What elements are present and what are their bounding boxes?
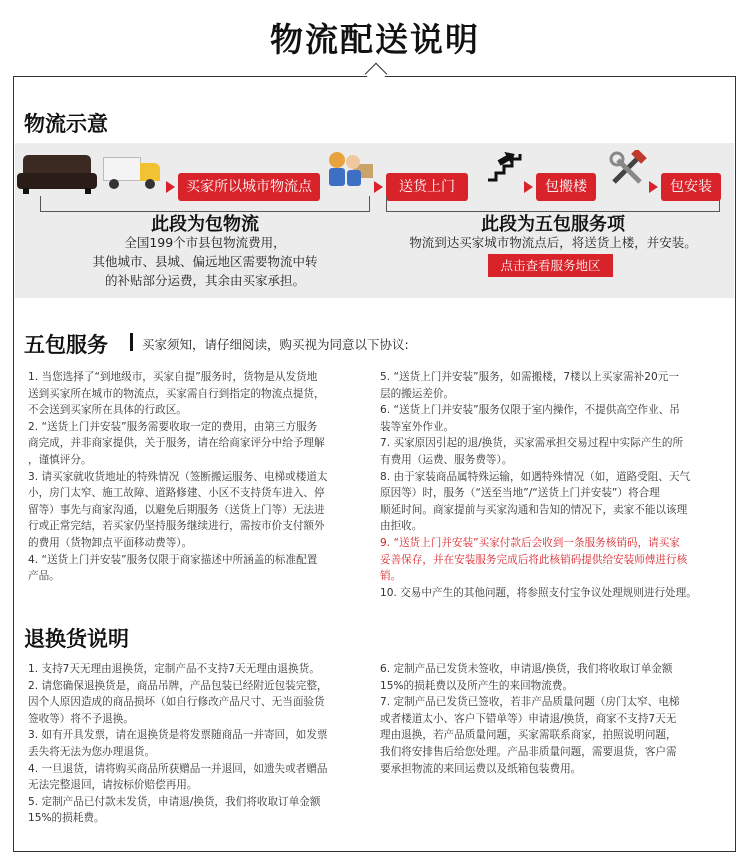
arrow-icon [524, 181, 533, 193]
returns-title: 退换货说明 [24, 627, 129, 651]
right-description: 物流到达买家城市物流点后，将送货上楼，并安装。 [409, 235, 697, 250]
list-line: 不会送到买家所在具体的行政区。 [28, 404, 187, 417]
returns-left-list [28, 661, 368, 827]
list-line: 1. 当您选择了“到地级市，买家自提”服务时，货物是从发货地 [28, 371, 318, 383]
five-service-right-list [380, 369, 725, 601]
list-line: 小，房门太窄、施工故障、道路修建、小区不支持货车进入、停 [28, 487, 325, 500]
list-line: 4. “送货上门并安装”服务仅限于商家描述中所涵盖的标准配置 [28, 553, 318, 566]
list-line: 5. “送货上门并安装”服务，如需搬楼，7楼以上买家需补20元一 [380, 371, 679, 383]
list-line: 原因等）时，服务（“送至当地”/“送货上门并安装”）将合理 [380, 487, 660, 500]
list-line: 层的搬运差价。 [380, 387, 455, 400]
list-line: 因个人原因造成的商品损坏（如自行修改产品尺寸、无当面验货 [28, 696, 325, 709]
returns-right-list [380, 661, 725, 777]
list-line: 2. 请您确保退换货是，商品吊牌，产品包装已经附近包装完整， [28, 679, 328, 692]
left-description: 全国199个市县包物流费用， 其他城市、县城、偏远地区需要物流中转 的补贴部分运费，其余由买家承担。 [92, 235, 318, 288]
list-line: 我们将安排售后给您处理。产品非质量问题，需要退货，客户需 [380, 745, 677, 758]
list-line: 8. 由于家装商品属特殊运输，如遇特殊情况（如，道路受阻、天气 [380, 470, 691, 483]
step-city-point: 买家所以城市物流点 [178, 173, 320, 201]
arrow-icon [374, 181, 383, 193]
list-line: 10. 交易中产生的其他问题，将参照支付宝争议处理规则进行处理。 [380, 586, 697, 599]
logistics-title: 物流示意 [24, 112, 108, 136]
five-service-subtitle: 买家须知，请仔细阅读，购买视为同意以下协议: [142, 337, 409, 352]
list-line: 行或正常完结，若买家仍坚持服务继续进行，需按市价支付额外 [28, 520, 325, 533]
list-line: 6. 定制产品已发货未签收，申请退/换货，我们将收取订单金额 [380, 663, 673, 675]
list-line: 9. “送货上门并安装”买家付款后会收到一条服务核销码，请买家 [380, 536, 680, 549]
list-line: 由拒收。 [380, 520, 423, 533]
step-install: 包安装 [661, 173, 721, 201]
list-line: 3. 如有开具发票，请在退换货是将发票随商品一并寄回，如发票 [28, 729, 328, 742]
list-line: 丢失将无法为您办理退货。 [28, 745, 156, 758]
right-heading: 此段为五包服务项 [481, 214, 625, 235]
list-line: 销。 [380, 570, 402, 583]
list-line: 商完成，并非商家提供，关于服务，请在给商家评分中给予理解 [28, 437, 325, 450]
list-line: 7. 买家原因引起的退/换货，买家需承担交易过程中实际产生的所 [380, 437, 684, 450]
list-line: 5. 定制产品已付款未发货，申请退/换货，我们将收取订单金额 [28, 795, 321, 808]
step-door-delivery: 送货上门 [386, 173, 468, 201]
page-title: 物流配送说明 [270, 20, 480, 59]
list-line: 要承担物流的来回运费以及纸箱包装费用。 [380, 762, 582, 775]
list-line: 留等）事先与商家沟通，以避免后期服务（送货上门等）无法进 [28, 503, 325, 516]
truck-icon [103, 157, 161, 191]
list-line: 妥善保存，并在安装服务完成后将此核销码提供给安装师傅进行核 [380, 553, 688, 566]
list-line: 6. “送货上门并安装”服务仅限于室内操作，不提供高空作业、吊 [380, 404, 680, 417]
five-service-left-list [28, 369, 368, 585]
list-line: 理由退换，若产品质量问题，买家需联系商家，拍照说明问题， [380, 729, 677, 742]
list-line: 或者楼道太小、客户下错单等）申请退/换货，商家不支持7天无 [380, 712, 677, 725]
list-line: 装等室外作业。 [380, 420, 455, 433]
list-line: 15%的损耗费。 [28, 812, 105, 825]
workers-icon [323, 150, 379, 190]
list-line: 有费用（运费、服务费等）。 [380, 453, 513, 466]
list-line: 7. 定制产品已发货已签收，若非产品质量问题（房门太窄、电梯 [380, 696, 680, 709]
list-line: ，谨慎评分。 [28, 453, 92, 466]
tools-icon [608, 150, 648, 186]
list-line: 顺延时间。商家提前与买家沟通和告知的情况下，卖家不能以该理 [380, 503, 688, 516]
view-service-area-button[interactable]: 点击查看服务地区 [488, 254, 613, 277]
list-line: 2. “送货上门并安装”服务需要收取一定的费用，由第三方服务 [28, 420, 318, 433]
list-line: 无法完整退回，请按标价赔偿再用。 [28, 779, 198, 792]
list-line: 15%的损耗费以及所产生的来回物流费。 [380, 679, 574, 692]
list-line: 签收等）将不予退换。 [28, 712, 134, 725]
left-heading: 此段为包物流 [151, 214, 259, 235]
list-line: 的费用（货物卸点平面移动费等）。 [28, 536, 193, 549]
five-service-title: 五包服务 [24, 333, 108, 357]
arrow-icon [649, 181, 658, 193]
list-line: 产品。 [28, 570, 60, 583]
list-line: 送到买家所在城市的物流点，买家需自行到指定的物流点提货， [28, 387, 325, 400]
list-line: 1. 支持7天无理由退换货，定制产品不支持7天无理由退换货。 [28, 663, 320, 675]
arrow-icon [166, 181, 175, 193]
stairs-icon [486, 152, 524, 182]
sofa-icon [17, 155, 97, 195]
title-divider [130, 333, 133, 351]
step-carry-upstairs: 包搬楼 [536, 173, 596, 201]
list-line: 4. 一旦退货，请将购买商品所获赠品一并退回，如遗失或者赠品 [28, 762, 328, 775]
list-line: 3. 请买家就收货地址的特殊情况（签断搬运服务、电梯或楼道太 [28, 470, 328, 483]
